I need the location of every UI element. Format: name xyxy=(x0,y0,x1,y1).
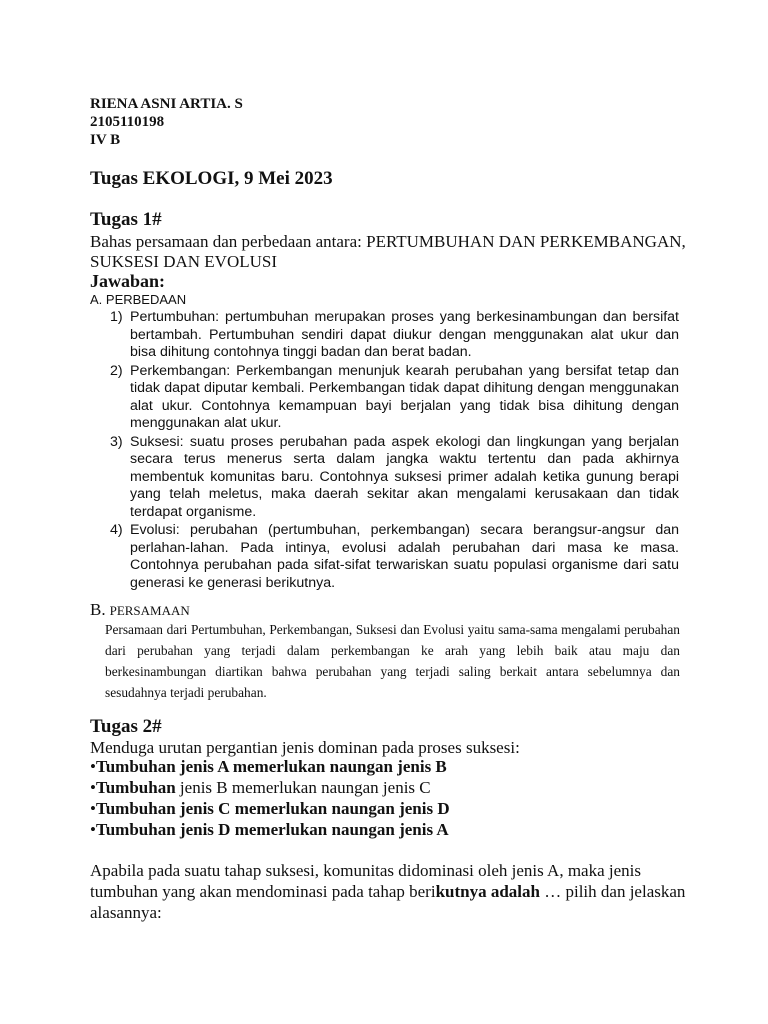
list-item-number: 4) xyxy=(110,522,123,538)
student-id: 2105110198 xyxy=(90,114,165,130)
similarity-paragraph: Persamaan dari Pertumbuhan, Perkembangan, Suksesi dan Evolusi yaitu sama-sama mengalami perubahan dari perubahan yang terjadi dalam perkembangan ke arah yang lebih baik atau maju dan berkesinambungan diartikan bahwa perubahan yang terjadi saling berkait antara sebelumnya dan sesudahnya terjadi perubahan. xyxy=(105,622,680,700)
rule-text: jenis A memerlukan naungan jenis B xyxy=(175,757,447,776)
list-item xyxy=(90,798,450,819)
rule-text: jenis C memerlukan naungan jenis D xyxy=(175,799,450,818)
list-item xyxy=(90,819,450,840)
question-text: Apabila pada suatu tahap suksesi, komunitas didominasi oleh jenis A, maka jenis tumbuhan yang akan mendominasi pada tahap beri xyxy=(90,861,641,901)
list-item xyxy=(90,434,679,522)
question-emphasis: kutnya adalah xyxy=(435,882,540,901)
list-item-text: Suksesi: suatu proses perubahan pada aspek ekologi dan lingkungan yang berjalan secara terus menerus serta dalam jangka waktu tertentu dan pada akhirnya membentuk komunitas baru. Contohnya suksesi primer adalah ketika gunung berapi yang telah meletus, maka daerah sekitar akan mengalami kerusakaan dan tidak terdapat organisme. xyxy=(130,433,679,520)
rule-lead: Tumbuhan xyxy=(95,820,176,839)
difference-list xyxy=(90,309,679,593)
question-text-end: … pilih dan jelaskan alasannya: xyxy=(90,882,686,922)
section-b-word: PERSAMAAN xyxy=(109,603,190,618)
task1-question: Bahas persamaan dan perbedaan antara: PERTUMBUHAN DAN PERKEMBANGAN, SUKSESI DAN EVOLUSI xyxy=(90,232,686,271)
list-item xyxy=(90,363,679,433)
student-class: IV B xyxy=(90,132,121,148)
list-item-text: Pertumbuhan: pertumbuhan merupakan proses yang berkesinambungan dan bersifat bertambah. Pertumbuhan sendiri dapat diukur dengan menggunakan alat ukur dan bisa dihitung contohnya tinggi badan dan berat badan. xyxy=(130,309,679,360)
student-name: RIENA ASNI ARTIA. S xyxy=(90,96,243,112)
list-item-number: 2) xyxy=(110,362,123,379)
succession-rules xyxy=(90,756,450,840)
bullet: • xyxy=(90,778,96,797)
list-item-text: Perkembangan: Perkembangan menunjuk kearah perubahan yang bersifat tetap dan tidak dapat diputar kembali. Perkembangan tidak dapat dihitung dengan menggunakan alat ukur. Contohnya kemampuan bayi berjalan yang tidak bisa dihitung dengan menggunakan alat ukur. xyxy=(130,362,679,431)
list-item-text: Evolusi: perubahan (pertumbuhan, perkembangan) secara berangsur-angsur dan perlahan-lahan. Pada intinya, evolusi adalah perubahan dari masa ke masa. Contohnya perubahan pada sifat-sifat terwariskan suatu populasi organisme dari satu generasi ke generasi berikutnya. xyxy=(130,522,679,591)
task2-heading: Tugas 2# xyxy=(90,716,162,737)
bullet: • xyxy=(90,757,96,776)
section-b-letter: B. xyxy=(90,600,106,619)
rule-lead: Tumbuhan xyxy=(95,757,176,776)
section-a-label: A. PERBEDAAN xyxy=(90,292,187,307)
task1-heading: Tugas 1# xyxy=(90,209,162,230)
rule-text: jenis D memerlukan naungan jenis A xyxy=(175,820,449,839)
list-item xyxy=(90,309,679,362)
answer-label: Jawaban: xyxy=(90,271,166,291)
rule-lead: Tumbuhan xyxy=(95,799,176,818)
task2-intro: Menduga urutan pergantian jenis dominan pada proses suksesi: xyxy=(90,738,520,757)
bullet: • xyxy=(90,820,96,839)
list-item-number: 3) xyxy=(110,433,123,450)
bullet: • xyxy=(90,799,96,818)
list-item-number: 1) xyxy=(110,309,123,325)
rule-text: jenis B memerlukan naungan jenis C xyxy=(175,778,431,797)
list-item xyxy=(90,777,450,798)
section-b-label xyxy=(90,600,190,620)
list-item xyxy=(90,756,450,777)
list-item xyxy=(90,522,679,592)
document-title: Tugas EKOLOGI, 9 Mei 2023 xyxy=(90,168,333,189)
rule-lead: Tumbuhan xyxy=(95,778,176,797)
task2-question xyxy=(90,860,690,923)
